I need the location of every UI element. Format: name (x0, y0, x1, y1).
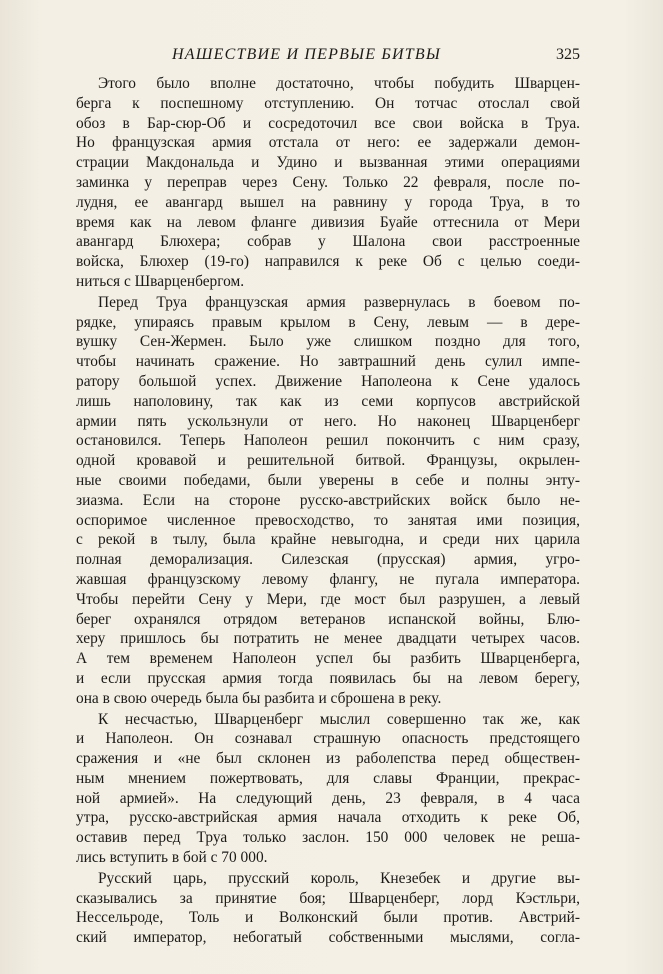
text-line: Русский царь, прусский король, Кнезебек и другие вы- (98, 869, 580, 887)
text-line: Этого было вполне достаточно, чтобы побудить Шварцен- (98, 75, 580, 92)
text-line: полная деморализация. Силезская (прусская) армия, угро- (76, 551, 580, 569)
text-line: Чтобы перейти Сену у Мери, где мост был разрушен, а левый (76, 590, 580, 608)
text-line: оспоримое численное превосходство, то занятая ими позиция, (76, 511, 580, 529)
text-line: время как на левом фланге дивизия Буайе оттеснила от Мери (76, 213, 580, 231)
page-number: 325 (556, 46, 580, 63)
text-line: сказывались за принятие боя; Шварценберг, лорд Кэстльри, (76, 889, 580, 907)
text-line: зиазма. Если на стороне русско-австрийских войск было не- (76, 491, 580, 509)
text-line: Нессельроде, Толь и Волконский были против. Австрий- (76, 909, 580, 927)
page-body-text (76, 74, 580, 948)
text-line: она в свою очередь была бы разбита и сброшена в реку. (76, 689, 442, 707)
paragraph (76, 293, 580, 709)
text-line: остановился. Теперь Наполеон решил покончить с ним сразу, (76, 432, 580, 450)
text-line: берга к поспешному отступлению. Он тотчас отослал свой (76, 94, 580, 112)
text-line: ский император, небогатый собственными мыслями, согла- (76, 929, 580, 947)
text-line: рядке, упираясь правым крылом в Сену, левым — в дере- (76, 313, 580, 331)
text-line: вушку Сен-Жермен. Было уже слишком поздно для того, (76, 333, 580, 351)
text-line: утра, русско-австрийская армия начала отходить к реке Об, (76, 809, 580, 827)
text-line: заминка у переправ через Сену. Только 22 февраля, после по- (76, 173, 580, 191)
text-line: ратору большой успех. Движение Наполеона к Сене удалось (76, 372, 580, 390)
text-line: оставив перед Труа только заслон. 150 000 человек не реша- (76, 829, 580, 847)
text-line: чтобы начинать сражение. Но завтрашний день сулил импе- (76, 353, 580, 371)
text-line: Перед Труа французская армия развернулась в боевом по- (98, 293, 580, 311)
text-line: авангард Блюхера; собрав у Шалона свои расстроенные (76, 233, 580, 251)
running-head: НАШЕСТВИЕ И ПЕРВЫЕ БИТВЫ (172, 46, 442, 63)
text-line: одной кровавой и решительной битвой. Французы, окрылен- (76, 452, 580, 470)
paragraph (76, 869, 580, 948)
text-line: обоз в Бар-сюр-Об и сосредоточил все свои войска в Труа. (76, 114, 580, 132)
text-line: А тем временем Наполеон успел бы разбить Шварценберга, (76, 650, 580, 668)
text-line: ным мнением пожертвовать, для славы Франции, прекрас- (76, 769, 580, 787)
text-line: сражения и «не был склонен из раболепства перед обществен- (76, 750, 580, 768)
text-line: лись вступить в бой с 70 000. (76, 849, 268, 867)
text-line: К несчастью, Шварценберг мыслил совершенно так же, как (98, 710, 580, 728)
text-line: страции Макдональда и Удино и вызванная этими операциями (76, 154, 580, 172)
text-line: ной армией». На следующий день, 23 февраля, в 4 часа (76, 789, 580, 807)
text-line: лудня, ее авангард вышел на равнину у города Труа, в то (76, 193, 580, 211)
text-line: ниться с Шварценбергом. (76, 272, 245, 290)
text-line: ные своими победами, были уверены в себе и полны энту- (76, 471, 580, 489)
text-line: армии пять ускользнули от него. Но наконец Шварценберг (76, 412, 580, 430)
text-line: жавшая французскому левому флангу, не пугала императора. (76, 570, 580, 588)
text-line: войска, Блюхер (19-го) направился к реке Об с целью соеди- (76, 253, 580, 271)
paragraph (76, 710, 580, 868)
text-line: берег охранялся отрядом ветеранов испанской войны, Блю- (76, 610, 580, 628)
text-line: с рекой в тылу, была крайне невыгодна, и среди них царила (76, 531, 580, 549)
text-line: херу пришлось бы потратить не менее двадцати четырех часов. (76, 630, 580, 648)
page-header (80, 46, 580, 68)
text-line: и если прусская армия тогда появилась бы на левом берегу, (76, 669, 580, 687)
text-line: и Наполеон. Он сознавал страшную опасность предстоящего (76, 730, 580, 748)
text-line: Но французская армия отстала от него: ее задержали демон- (76, 134, 580, 152)
text-line: лишь наполовину, так как из семи корпусов австрийской (76, 392, 580, 410)
paragraph (76, 74, 580, 292)
